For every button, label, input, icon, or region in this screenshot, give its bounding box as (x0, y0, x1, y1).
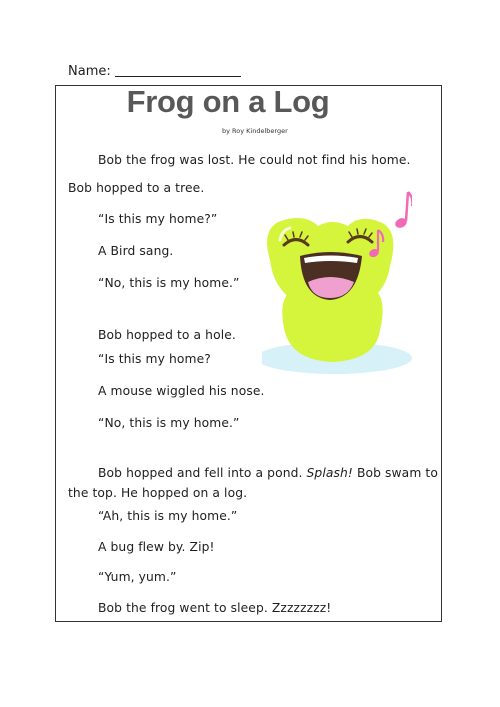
story-line-14: “Yum, yum.” (98, 570, 177, 584)
story-line-3: “Is this my home?” (98, 212, 218, 226)
story-line-6: Bob hopped to a hole. (98, 328, 236, 342)
story-line-12: “Ah, this is my home.” (98, 509, 238, 523)
story-line-10-text: Bob hopped and fell into a pond. (98, 466, 303, 480)
story-line-10 (98, 466, 438, 480)
story-line-4: A Bird sang. (98, 244, 174, 258)
story-line-11: the top. He hopped on a log. (68, 486, 248, 500)
singing-frog-illustration (262, 190, 412, 380)
name-field (68, 64, 241, 79)
story-line-9: “No, this is my home.” (98, 416, 240, 430)
name-label: Name: (68, 64, 111, 79)
story-line-15: Bob the frog went to sleep. Zzzzzzzz! (98, 601, 332, 615)
story-line-2: Bob hopped to a tree. (68, 181, 205, 195)
story-line-1: Bob the frog was lost. He could not find his home. (98, 153, 411, 167)
splash-word: Splash! (306, 466, 353, 480)
story-line-13: A bug flew by. Zip! (98, 540, 215, 554)
story-title: Frog on a Log (126, 84, 330, 119)
story-line-5: “No, this is my home.” (98, 276, 240, 290)
name-blank-line[interactable] (115, 76, 241, 77)
story-line-7: “Is this my home? (98, 352, 211, 366)
story-byline: by Roy Kindelberger (222, 127, 288, 135)
story-line-10-end: Bob swam to (352, 466, 438, 480)
story-line-8: A mouse wiggled his nose. (98, 384, 265, 398)
